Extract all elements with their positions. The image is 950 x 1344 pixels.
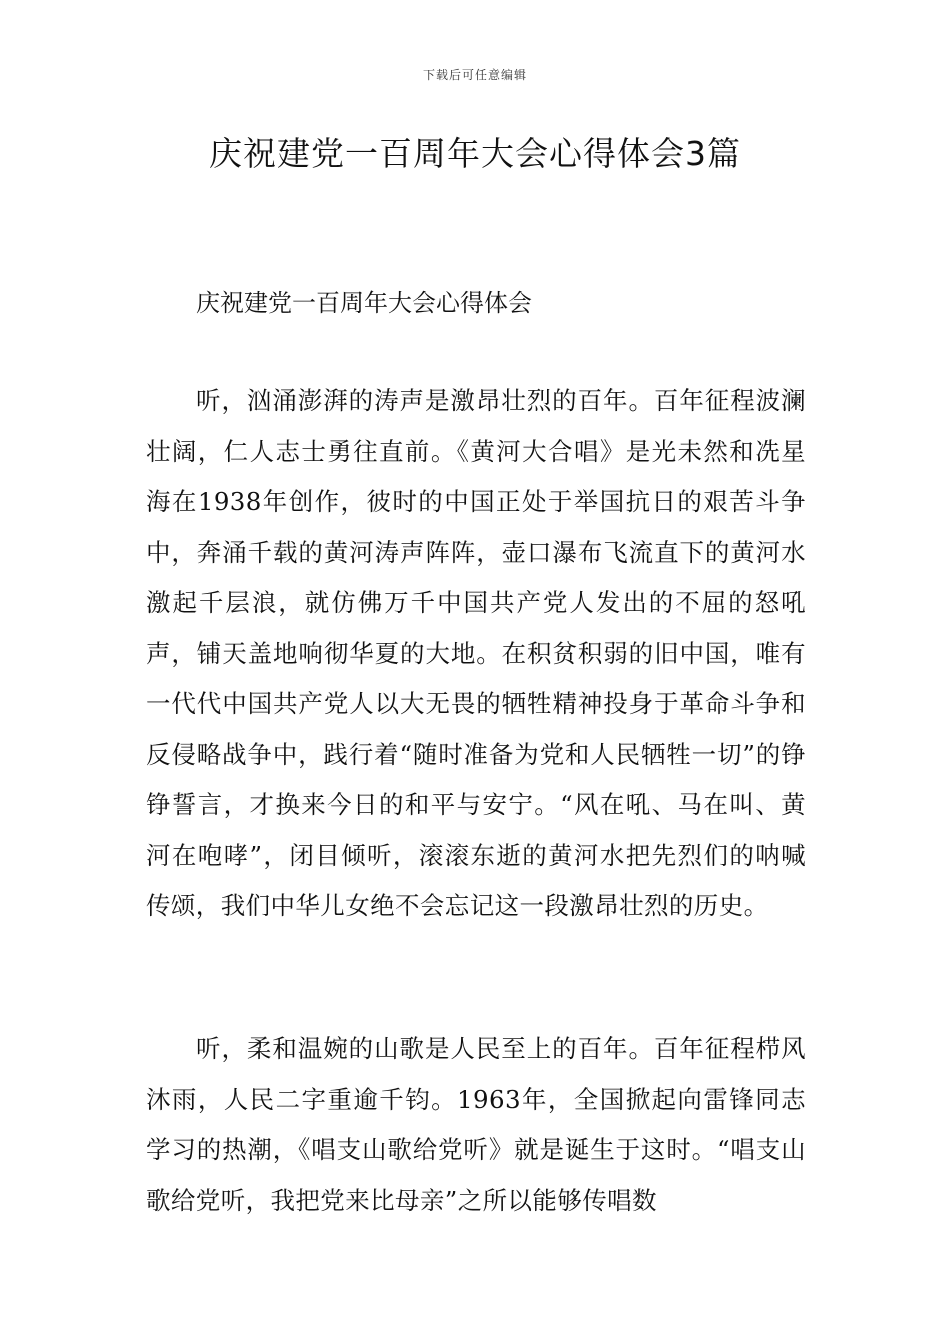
- section-subtitle: 庆祝建党一百周年大会心得体会: [196, 289, 532, 317]
- paragraph-2: 听，柔和温婉的山歌是人民至上的百年。百年征程栉风沐雨，人民二字重逾千钧。1963年，全国掀起向雷锋同志学习的热潮，《唱支山歌给党听》就是诞生于这时。“唱支山歌给党听，我把党来比母亲”之所以能够传唱数: [146, 1034, 806, 1215]
- document-title: 庆祝建党一百周年大会心得体会3篇: [209, 134, 741, 173]
- header-note: 下载后可任意编辑: [422, 68, 527, 82]
- paragraph-1: 听，汹涌澎湃的涛声是激昂壮烈的百年。百年征程波澜壮阔，仁人志士勇往直前。《黄河大合唱》是光未然和冼星海在1938年创作，彼时的中国正处于举国抗日的艰苦斗争中，奔涌千载的黄河涛声阵阵，壶口瀑布飞流直下的黄河水激起千层浪，就仿佛万千中国共产党人发出的不屈的怒吼声，铺天盖地响彻华夏的大地。在积贫积弱的旧中国，唯有一代代中国共产党人以大无畏的牺牲精神投身于革命斗争和反侵略战争中，践行着“随时准备为党和人民牺牲一切”的铮铮誓言，才换来今日的和平与安宁。“风在吼、马在叫、黄河在咆哮”，闭目倾听，滚滚东逝的黄河水把先烈们的呐喊传颂，我们中华儿女绝不会忘记这一段激昂壮烈的历史。: [146, 386, 806, 920]
